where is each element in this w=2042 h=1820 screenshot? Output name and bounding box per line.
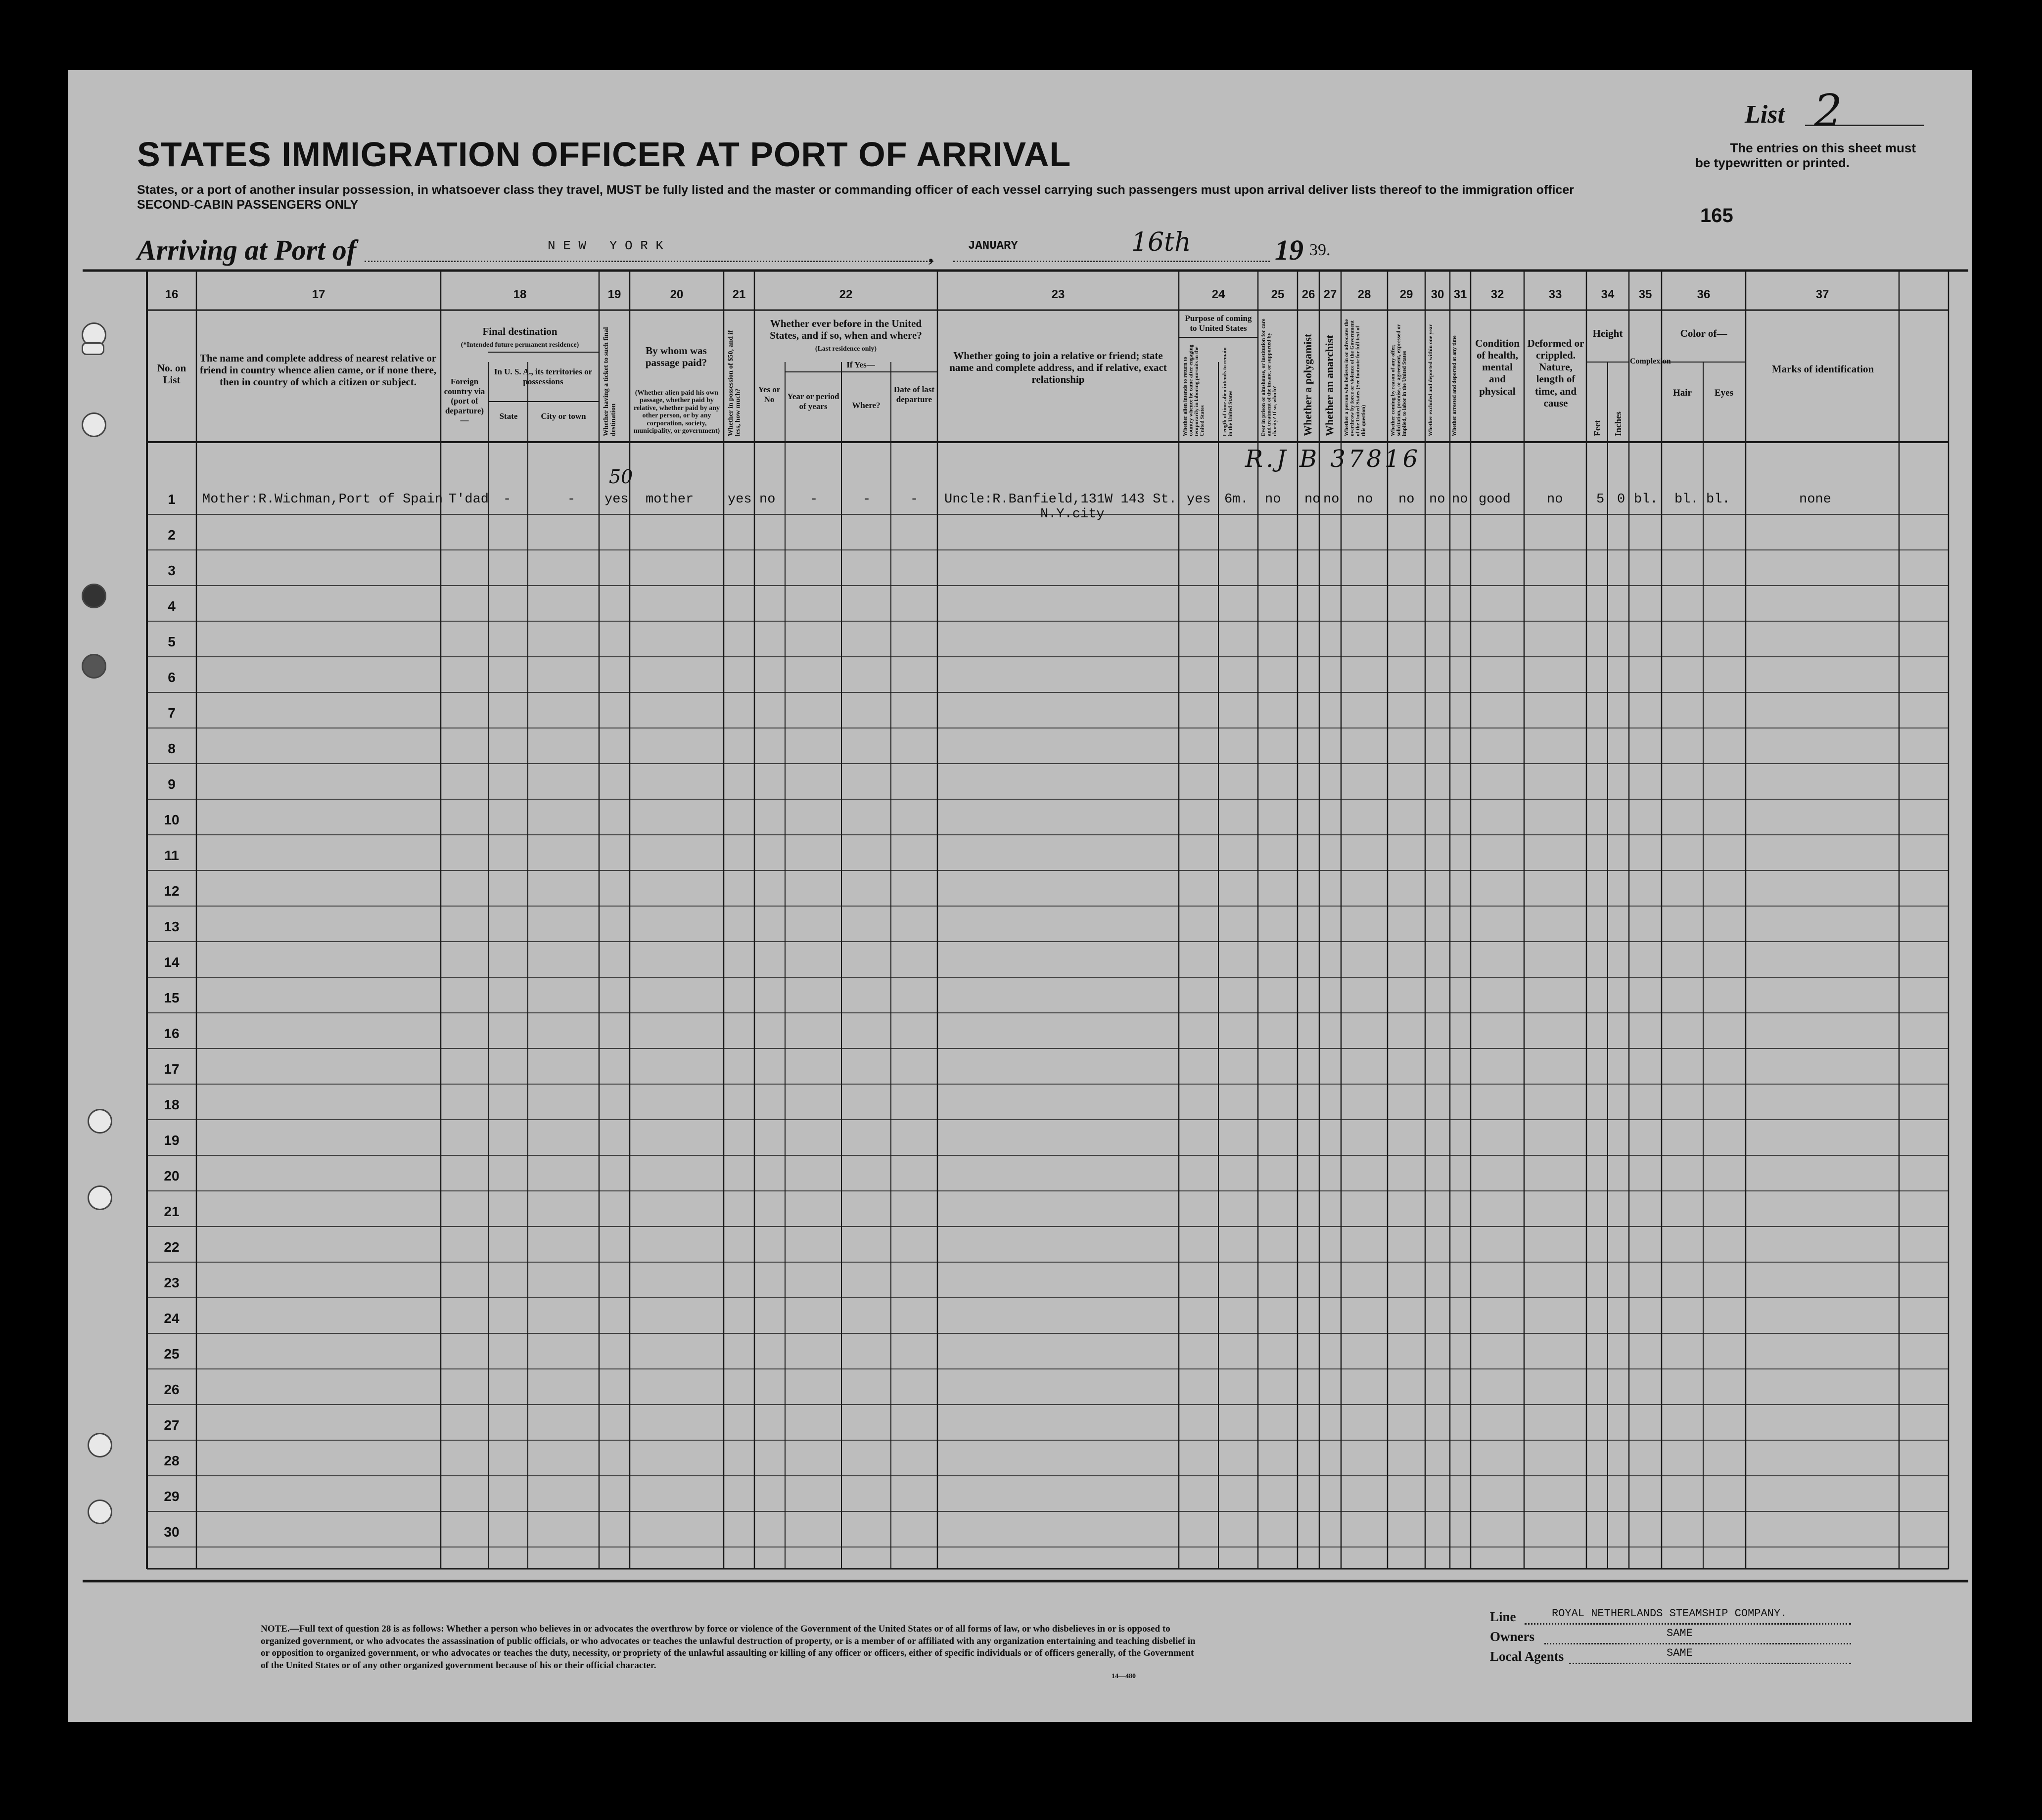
header-height: Height (1592, 327, 1623, 339)
entries-note-line2: be typewritten or printed. (1695, 155, 1850, 170)
col-num-36: 36 (1697, 288, 1711, 301)
row-number: 23 (164, 1275, 180, 1290)
binder-hole-4 (82, 584, 106, 608)
row-number: 6 (168, 670, 176, 685)
header-final-destination: Final destination (482, 325, 557, 337)
arrival-month: JANUARY (968, 239, 1018, 253)
col-num-29: 29 (1399, 288, 1413, 301)
header-feet: Feet (1592, 420, 1602, 436)
col-num-32: 32 (1490, 288, 1504, 301)
header-date-departure: Date of last departure (893, 385, 935, 404)
entry-polygamist: no (1304, 492, 1321, 507)
footnote-question-28: NOTE.—Full text of question 28 is as follows: Whether a person who believes in or advocates the overthrow by force or violence of the Government of the United States or of all forms of law, or who disbelieves in or is opposed to organized government, or who advocates the assassination of public officials, or who advocates or teaches the unlawful destruction of property, or is a member of or affiliated with any organization entertaining and teaching disbelief in or opposition to organized government, or who advocates or teaches the duty, necessity, or propriety of the unlawful assaulting or killing of any officer or officers, either of specific individuals or of officers generally, of the Government of the United States or of any other organized government because of his or their official character. (261, 1624, 1196, 1671)
header-before-in-us: Whether ever before in the United States, and if so, when and where? (770, 318, 922, 342)
row-number: 1 (168, 492, 176, 507)
row-number: 30 (164, 1524, 180, 1540)
entry-purpose: yes (1187, 492, 1211, 507)
agents-dotted (1569, 1663, 1851, 1664)
entry-prison: no (1265, 492, 1281, 507)
col-num-21: 21 (732, 288, 746, 301)
row-number: 16 (164, 1026, 180, 1041)
passenger-class: SECOND-CABIN PASSENGERS ONLY (137, 198, 359, 212)
header-money: Whether in possession of $50, and if less, how much? (727, 330, 742, 436)
header-deformed: Deformed or crippled. Nature, length of time, and cause (1527, 337, 1584, 409)
binder-hole-5 (82, 654, 106, 679)
col-num-28: 28 (1357, 288, 1371, 301)
row-number: 17 (164, 1061, 180, 1077)
row-number: 12 (164, 883, 180, 899)
header-length-of-stay: Length of time alien intends to remain in the United States (1222, 347, 1234, 436)
entry-join-line2: N.Y.city (1040, 507, 1105, 522)
agents-label: Local Agents (1490, 1649, 1564, 1664)
entry-where: - (863, 492, 871, 507)
header-prison: Ever in prison or almshouse, or institution for care and treatment of the insane, or supported by charity? If so, which? (1260, 318, 1278, 436)
row-number: 22 (164, 1239, 180, 1255)
row-number: 10 (164, 812, 180, 827)
binder-hole-7 (88, 1185, 112, 1210)
instructions-text: States, or a port of another insular possession, in whatsoever class they travel, MUST be fully listed and the master or commanding officer of each vessel carrying such passengers must upon arrival deliver lists thereof to the immigration officer (137, 183, 1574, 197)
col-num-20: 20 (670, 288, 684, 301)
header-join-relative: Whether going to join a relative or friend; state name and complete address, and if relative, exact relationship (949, 350, 1167, 386)
header-city: City or town (541, 411, 586, 421)
entry-feet: 5 (1596, 492, 1605, 507)
col-num-37: 37 (1815, 288, 1829, 301)
year-prefix: 19 (1275, 234, 1303, 266)
header-arrested: Whether arrested and deported at any time (1451, 335, 1457, 436)
binder-hole-8 (88, 1433, 112, 1457)
row-number: 5 (168, 634, 176, 649)
agents-value: SAME (1667, 1647, 1693, 1659)
header-ticket: Whether having a ticket to such final destination (603, 327, 617, 436)
row-number: 11 (164, 848, 179, 863)
line-value: ROYAL NETHERLANDS STEAMSHIP COMPANY. (1552, 1607, 1787, 1620)
col-num-27: 27 (1323, 288, 1337, 301)
arrival-day: 16th (1131, 228, 1191, 257)
port-label: Arriving at Port of (137, 234, 357, 266)
row-number: 18 (164, 1097, 180, 1112)
header-year-period: Year or period of years (787, 392, 839, 411)
header-labor-offer: Whether coming by reason of any offer, solicitation, promise, or agreement, expressed or implied, to labor in the United States (1390, 324, 1408, 436)
header-if-yes: If Yes— (846, 360, 875, 369)
entry-years: - (810, 492, 818, 507)
owners-dotted (1544, 1643, 1851, 1644)
header-yes-or-no: Yes or No (758, 385, 781, 404)
entry-length: 6m. (1224, 492, 1249, 507)
row-number: 20 (164, 1168, 180, 1183)
entry-join-line1: Uncle:R.Banfield,131W 143 St. (944, 492, 1177, 507)
header-color-of: Color of— (1680, 327, 1727, 339)
entry-anarchist: no (1323, 492, 1340, 507)
col-num-23: 23 (1051, 288, 1065, 301)
entry-ticket: yes (604, 492, 629, 507)
row-number: 4 (168, 598, 176, 614)
entries-note-line1: The entries on this sheet must (1730, 140, 1916, 155)
page-title: STATES IMMIGRATION OFFICER AT PORT OF ARRIVAL (137, 135, 1071, 174)
header-foreign-country: Foreign country via (port of departure)— (444, 377, 485, 425)
col-num-24: 24 (1211, 288, 1225, 301)
binder-hole-2 (82, 342, 104, 355)
row-number: 7 (168, 705, 176, 721)
entry-inches: 0 (1617, 492, 1625, 507)
header-excluded: Whether excluded and deported within one year (1428, 324, 1434, 436)
header-anarchist: Whether an anarchist (1323, 335, 1336, 436)
entry-health: good (1479, 492, 1511, 507)
header-final-destination-note: (*Intended future permanent residence) (461, 341, 579, 349)
col-num-35: 35 (1638, 288, 1652, 301)
col-num-17: 17 (312, 288, 325, 301)
col-num-18: 18 (513, 288, 527, 301)
owners-label: Owners (1490, 1629, 1534, 1644)
entry-city: - (567, 492, 576, 507)
header-state: State (499, 411, 518, 421)
port-value: N E W Y O R K (548, 238, 664, 253)
row-number: 14 (164, 955, 180, 970)
manifest-sheet (68, 70, 1972, 1722)
col-num-34: 34 (1601, 288, 1615, 301)
entry-before-us: no (759, 492, 776, 507)
row-number: 28 (164, 1453, 180, 1468)
row-number: 19 (164, 1133, 180, 1148)
entry-arrested: no (1452, 492, 1468, 507)
line-label: Line (1490, 1609, 1516, 1624)
header-before-in-us-note: (Last residence only) (815, 345, 877, 353)
header-overthrow: Whether a person who believes in or advocates the overthrow by force or violence of the Government of the United States (See footnote for full text of this question) (1344, 319, 1367, 436)
table-grid (68, 70, 1972, 1722)
page-number: 165 (1700, 205, 1733, 227)
row-number: 13 (164, 919, 180, 934)
col-num-30: 30 (1431, 288, 1444, 301)
entry-complexion: bl. (1634, 492, 1658, 507)
header-complexion: Complexion (1630, 357, 1671, 365)
header-polygamist: Whether a polygamist (1301, 333, 1314, 436)
entry-handwritten-stamp: R.J B 37816 (1245, 445, 1421, 473)
header-passage-paid-note: (Whether alien paid his own passage, whether paid by relative, whether paid by any other person, or by any corporation, society, municipality, or government) (633, 389, 720, 435)
binder-hole-3 (82, 412, 106, 437)
entry-relative: Mother:R.Wichman,Port of Spain (202, 492, 443, 507)
binder-hole-6 (88, 1109, 112, 1134)
header-eyes: Eyes (1715, 388, 1733, 398)
col-num-22: 22 (839, 288, 853, 301)
entry-labor: no (1398, 492, 1415, 507)
year-suffix: 39. (1309, 241, 1331, 259)
row-number: 15 (164, 990, 180, 1005)
col-num-33: 33 (1548, 288, 1562, 301)
header-purpose-return: Whether alien intends to return to country whence he came after engaging temporarily in laboring pursuits in the United States (1182, 344, 1206, 436)
entry-money: yes (728, 492, 752, 507)
list-label: List (1745, 100, 1785, 129)
row-number: 26 (164, 1382, 180, 1397)
header-no-on-list: No. on List (157, 362, 186, 386)
header-inches: Inches (1613, 411, 1623, 436)
line-dotted (1525, 1623, 1851, 1625)
entry-departure: - (910, 492, 919, 507)
entry-hair: bl. (1674, 492, 1699, 507)
row-number: 25 (164, 1346, 180, 1362)
header-where: Where? (852, 401, 881, 410)
entry-foreign-country: T'dad (449, 492, 489, 507)
header-health: Condition of health, mental and physical (1475, 337, 1520, 397)
port-comma: , (928, 244, 933, 266)
row-number: 2 (168, 527, 176, 543)
row-number: 29 (164, 1489, 180, 1504)
binder-hole-9 (88, 1500, 112, 1524)
row-number: 24 (164, 1311, 180, 1326)
col-num-26: 26 (1301, 288, 1315, 301)
header-in-usa: In U. S. A., its territories or possessions (494, 367, 593, 386)
entry-overthrow: no (1357, 492, 1373, 507)
list-number: 2 (1814, 85, 1843, 137)
header-passage-paid: By whom was passage paid? (645, 345, 707, 369)
owners-value: SAME (1667, 1627, 1693, 1639)
entry-excluded: no (1429, 492, 1445, 507)
row-number: 27 (164, 1417, 180, 1433)
col-num-31: 31 (1453, 288, 1467, 301)
header-nearest-relative: The name and complete address of nearest relative or friend in country whence alien came, or if none there, then in country of which a citizen or subject. (199, 352, 437, 388)
entry-state: - (503, 492, 511, 507)
col-num-19: 19 (607, 288, 621, 301)
entry-money-note: 50 (609, 466, 633, 488)
header-purpose: Purpose of coming to United States (1185, 314, 1252, 333)
form-number: 14—480 (1112, 1673, 1136, 1680)
entry-paid-by: mother (646, 492, 694, 507)
row-number: 9 (168, 776, 176, 792)
entry-deformed: no (1547, 492, 1563, 507)
col-num-16: 16 (165, 288, 179, 301)
header-hair: Hair (1673, 388, 1692, 398)
col-num-25: 25 (1271, 288, 1285, 301)
row-number: 8 (168, 741, 176, 756)
entry-marks: none (1799, 492, 1831, 507)
entry-eyes: bl. (1706, 492, 1730, 507)
row-number: 3 (168, 563, 176, 578)
header-marks: Marks of identification (1771, 363, 1874, 375)
row-number: 21 (164, 1204, 180, 1219)
